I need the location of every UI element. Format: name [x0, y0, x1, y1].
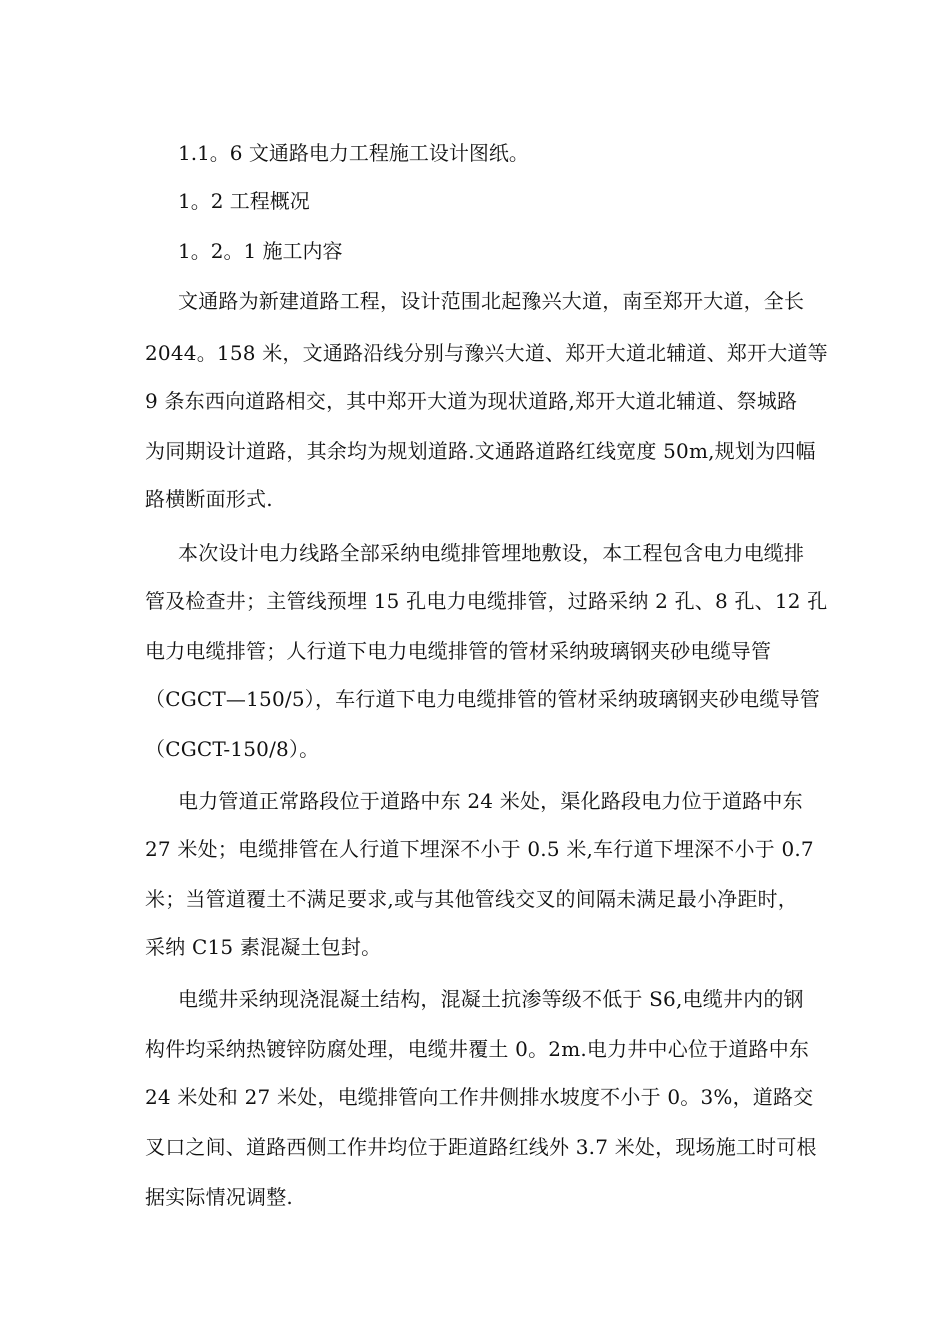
paragraph-line: 电缆井采纳现浇混凝土结构，混凝土抗渗等级不低于 S6,电缆井内的钢 — [178, 987, 804, 1011]
paragraph-line: 据实际情况调整. — [145, 1185, 293, 1209]
paragraph-line: 叉口之间、道路西侧工作井均位于距道路红线外 3.7 米处，现场施工时可根 — [145, 1135, 817, 1159]
heading-1-2-1: 1。2。1 施工内容 — [178, 239, 343, 263]
paragraph-line: 24 米处和 27 米处，电缆排管向工作井侧排水坡度不小于 0。3%，道路交 — [145, 1085, 814, 1109]
paragraph-line: 2044。158 米，文通路沿线分别与豫兴大道、郑开大道北辅道、郑开大道等 — [145, 341, 828, 365]
paragraph-line: 文通路为新建道路工程，设计范围北起豫兴大道，南至郑开大道，全长 — [178, 289, 805, 313]
paragraph-line: （CGCT—150/5），车行道下电力电缆排管的管材采纳玻璃钢夹砂电缆导管 — [145, 687, 820, 711]
paragraph-line: 本次设计电力线路全部采纳电缆排管埋地敷设，本工程包含电力电缆排 — [178, 541, 805, 565]
paragraph-line: 米；当管道覆土不满足要求,或与其他管线交叉的间隔未满足最小净距时， — [145, 887, 798, 911]
paragraph-line: 管及检查井；主管线预埋 15 孔电力电缆排管，过路采纳 2 孔、8 孔、12 孔 — [145, 589, 828, 613]
heading-1-2: 1。2 工程概况 — [178, 189, 310, 213]
paragraph-line: 路横断面形式. — [145, 487, 273, 511]
paragraph-line: 为同期设计道路，其余均为规划道路.文通路道路红线宽度 50m,规划为四幅 — [145, 439, 816, 463]
paragraph-line: 27 米处；电缆排管在人行道下埋深不小于 0.5 米,车行道下埋深不小于 0.7 — [145, 837, 814, 861]
paragraph-line: 构件均采纳热镀锌防腐处理，电缆井覆土 0。2m.电力井中心位于道路中东 — [145, 1037, 810, 1061]
heading-1-1-6: 1.1。6 文通路电力工程施工设计图纸。 — [178, 141, 529, 165]
paragraph-line: 采纳 C15 素混凝土包封。 — [145, 935, 382, 959]
paragraph-line: 电力电缆排管；人行道下电力电缆排管的管材采纳玻璃钢夹砂电缆导管 — [145, 639, 772, 663]
paragraph-line: 电力管道正常路段位于道路中东 24 米处，渠化路段电力位于道路中东 — [178, 789, 803, 813]
paragraph-line: （CGCT-150/8）。 — [145, 737, 320, 761]
paragraph-line: 9 条东西向道路相交，其中郑开大道为现状道路,郑开大道北辅道、祭城路 — [145, 389, 798, 413]
